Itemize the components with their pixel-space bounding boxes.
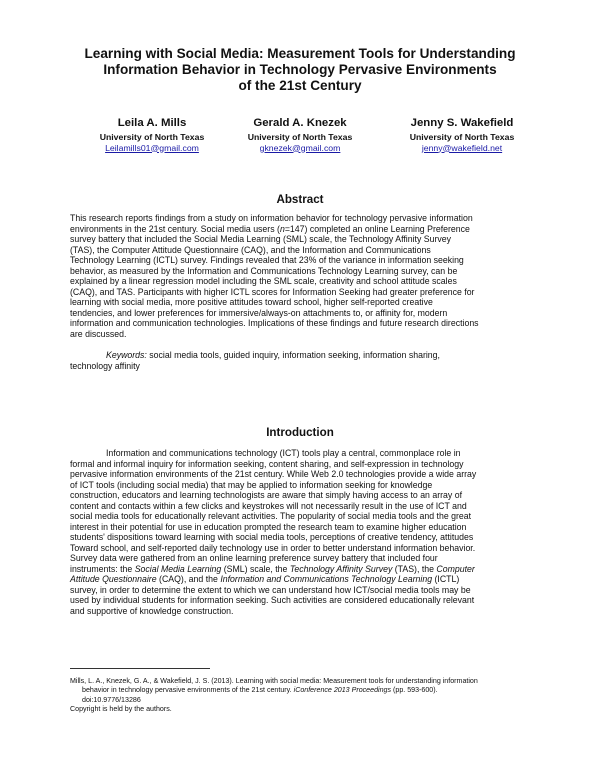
intro-line: survey, in order to determine the extent to which we can understand how ICT/social media tools may be <box>70 584 471 595</box>
intro-line: formal and informal inquiry for information seeking, content sharing, and self-expression in technology <box>70 458 464 469</box>
abstract-line: (CAQ), and TAS. Participants with higher ICTL scores for Information Seeking had greater preference for <box>70 286 475 297</box>
keywords <box>70 350 532 371</box>
intro-line: construction, educators and learning technologists are aware that simply having access to an array of <box>70 490 463 500</box>
author-name: Jenny S. Wakefield <box>410 117 514 129</box>
intro-line: Survey data were gathered from an online learning preference survey battery that included four <box>70 553 438 563</box>
abstract-line: survey battery that included the Social Media Learning (SML) scale, the Technology Affinity Survey <box>70 234 451 244</box>
abstract-line: information and communication technologies. Implications of these findings and future research directions <box>70 318 479 328</box>
intro-line: Information and communications technology (ICT) tools play a central, commonplace role in <box>106 448 461 458</box>
author-email-link[interactable]: Leilamills01@gmail.com <box>105 142 199 153</box>
intro-line: Attitude Questionnaire (CAQ), and the Information and Communications Technology Learning (ICTL) <box>70 574 460 584</box>
footnote-divider <box>70 668 210 669</box>
intro-line: social media tools for educationally relevant activities. The popularity of social media tools and the great <box>70 511 472 521</box>
footnote-copyright: Copyright is held by the authors. <box>70 705 172 714</box>
abstract-heading: Abstract <box>276 193 324 206</box>
title-line-2: Information Behavior in Technology Pervasive Environments <box>103 62 497 78</box>
intro-line: and supportive of knowledge construction. <box>70 605 234 616</box>
abstract-line: explained by a linear regression model including the SML scale, creativity and school attitude scales <box>70 276 457 286</box>
abstract-line: behavior, as measured by the Information and Communications Technology Learning survey, can be <box>70 265 458 276</box>
intro-line: used by individual students for information seeking. Such activities are considered educationally relevant <box>70 595 475 605</box>
title-line-3: of the 21st Century <box>238 78 362 94</box>
footnote-citation: Mills, L. A., Knezek, G. A., & Wakefield, J. S. (2013). Learning with social media: Measurement tools for understanding information <box>70 677 478 685</box>
abstract-line: Technology Learning (ICTL) survey. Findings revealed that 23% of the variance in information seeking <box>70 255 464 265</box>
intro-line: interest in their potential for use in education prompted the research team to examine higher education <box>70 521 467 532</box>
abstract-body <box>70 213 532 339</box>
intro-line: of ICT tools (including social media) that may be applied to information seeking for knowledge <box>70 479 433 490</box>
intro-line: instruments: the Social Media Learning (SML) scale, the Technology Affinity Survey (TAS), the Computer <box>70 563 475 574</box>
title-line-1: Learning with Social Media: Measurement Tools for Understanding <box>84 46 516 61</box>
paper-title <box>60 46 540 95</box>
author-email-link[interactable]: jenny@wakefield.net <box>421 142 503 153</box>
abstract-line: (TAS), the Computer Attitude Questionnaire (CAQ), and the Information and Communications <box>70 244 431 255</box>
abstract-line: tendencies, and lower preferences for immersive/always-on attachments to, or affinity for, modern <box>70 307 448 318</box>
intro-line: pervasive information environments of the 21st century. While Web 2.0 technologies provide a wide array <box>70 469 477 479</box>
abstract-line: environments in the 21st century. Social media users (n=147) completed an online Learning Preference <box>70 223 470 234</box>
footnote <box>70 677 540 715</box>
author-3 <box>372 117 552 153</box>
footnote-doi: doi:10.9776/13286 <box>82 695 141 704</box>
keywords-label: Keywords: <box>106 350 147 360</box>
author-affiliation: University of North Texas <box>409 132 515 142</box>
footnote-citation-cont: behavior in technology pervasive environments of the 21st century. iConference 2013 Proceedings (pp. 593-600). <box>82 686 438 695</box>
author-2 <box>210 117 390 153</box>
author-block <box>0 117 600 157</box>
author-affiliation: University of North Texas <box>247 132 353 142</box>
abstract-line: are discussed. <box>70 328 127 339</box>
author-email-link[interactable]: gknezek@gmail.com <box>259 142 341 153</box>
intro-line: Toward school, and self-reported daily technology use in order to better understand information behavior. <box>70 542 476 553</box>
abstract-line: learning with social media, more positive attitudes toward school, higher self-reported creative <box>70 297 433 307</box>
introduction-body <box>70 448 532 616</box>
keywords-list: social media tools, guided inquiry, information seeking, information sharing, <box>146 350 440 360</box>
intro-line: students' dispositions toward learning with social media tools, perceptions of creative tendency, attitudes <box>70 532 474 542</box>
introduction-heading: Introduction <box>266 426 334 439</box>
keywords-list-cont: technology affinity <box>70 360 140 371</box>
intro-line: content and contacts within a few clicks and keystrokes will not necessarily result in the use of ICT and <box>70 500 467 511</box>
abstract-line: This research reports findings from a study on information behavior for technology pervasive information <box>70 213 473 223</box>
author-name: Leila A. Mills <box>117 117 187 129</box>
author-name: Gerald A. Knezek <box>253 117 347 129</box>
author-affiliation: University of North Texas <box>99 132 205 142</box>
